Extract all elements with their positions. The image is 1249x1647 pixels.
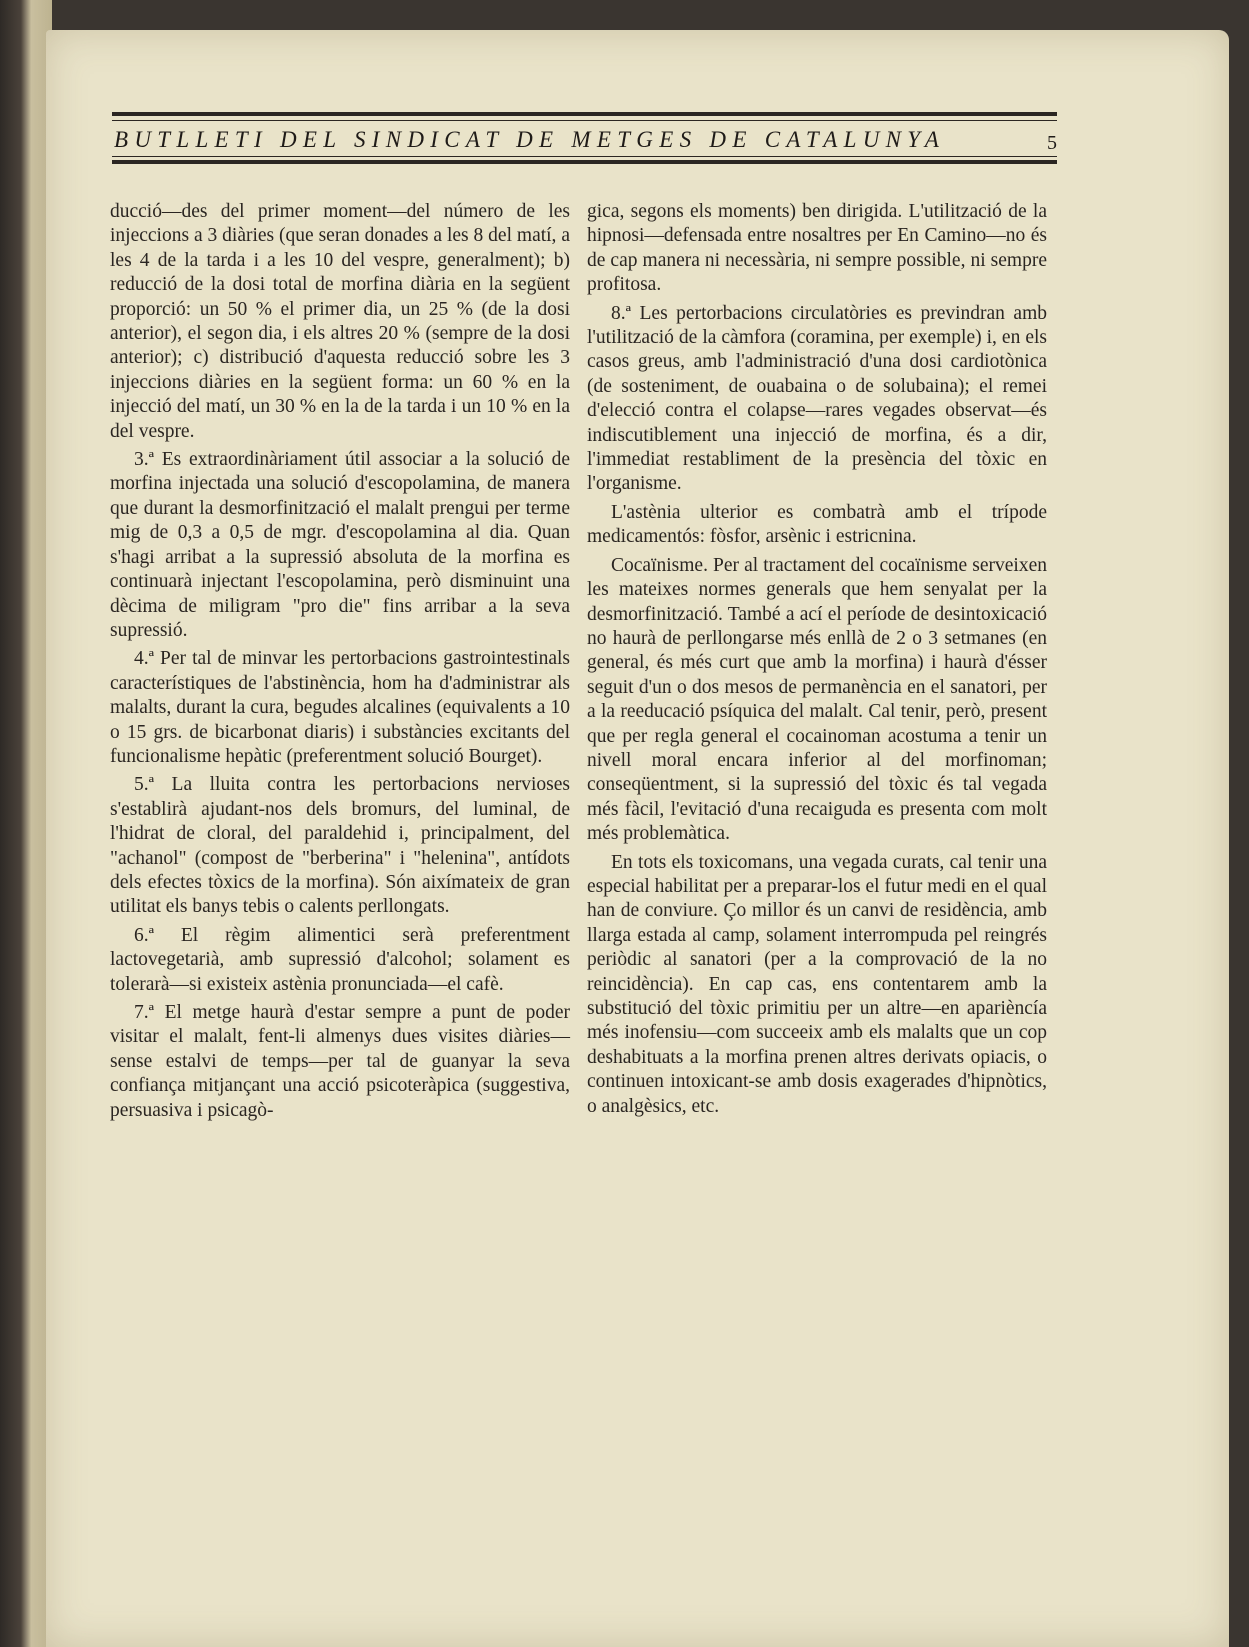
header-rule-top [112,112,1057,116]
journal-title: BUTLLETI DEL SINDICAT DE METGES DE CATALUNYA [114,127,946,152]
paragraph: 6.ª El règim alimentici serà preferentment lactovegetarià, amb supressió d'alcohol; solament es tolerarà—si existeix astènia pronunciada—el cafè. [110,924,570,995]
paragraph: L'astènia ulterior es combatrà amb el trípode medicamentós: fòsfor, arsènic i estricnina. [587,501,1047,548]
paragraph: 7.ª El metge haurà d'estar sempre a punt de poder visitar el malalt, fent-li almenys dues visites diàries—sense estalvi de temps—per tal de guanyar la seva confiança mitjançant una acció psicoteràpica (suggestiva, persuasiva i psicagò- [110,1002,570,1121]
header-rule-top-thin [112,120,1057,121]
running-header [112,112,1057,164]
paragraph: 8.ª Les pertorbacions circulatòries es previndran amb l'utilització de la càmfora (coramina, per exemple) i, en els casos greus, amb l'administració d'una dosi cardiotònica (de sosteniment, de ouabaina o de solubaina); el remei d'elecció contra el colapse—rares vegades observat—és indiscutiblement una injecció de morfina, és a dir, l'immediat restabliment de la presència del tòxic en l'organisme. [587,302,1047,495]
header-rule-bottom-thin [112,156,1057,157]
header-rule-bottom [112,160,1057,164]
paragraph: 4.ª Per tal de minvar les pertorbacions gastrointestinals característiques de l'abstinència, hom ha d'administrar als malalts, durant la cura, begudes alcalines (equivalents a 10 o 15 grs. de bicarbonat diaris) i substàncies excitants del funcionalisme hepàtic (preferentment solució Bourget). [110,648,570,767]
paragraph: 3.ª Es extraordinàriament útil associar a la solució de morfina injectada una solució d'escopolamina, de manera que durant la desmorfinització el malalt prengui per terme mig de 0,3 a 0,5 de mgr. d'escopolamina al dia. Quan s'hagi arribat a la supressió absoluta de la morfina es continuarà injectant l'escopolamina, però disminuint una dècima de miligram "pro die" fins arribar a la seva supressió. [110,449,570,641]
paragraph: ducció—des del primer moment—del número de les injeccions a 3 diàries (que seran donades a les 8 del matí, a les 4 de la tarda i a les 10 del vespre, generalment); b) reducció de la dosi total de morfina diària en la següent proporció: un 50 % el primer dia, un 25 % (de la dosi anterior), el segon dia, i els altres 20 % (sempre de la dosi anterior); c) distribució d'aquesta reducció sobre les 3 injeccions diàries en la següent forma: un 60 % en la injecció del matí, un 30 % en la de la tarda i un 10 % en la del vespre. [110,201,570,442]
paragraph: Cocaïnisme. Per al tractament del cocaïnisme serveixen les mateixes normes generals que hem senyalat per la desmorfinització. També a ací el període de desintoxicació no haurà de perllongarse més enllà de 2 o 3 setmanes (en general, és més curt que amb la morfina) i haurà d'ésser seguit d'un o dos mesos de permanència en el sanatori, per a la reeducació psíquica del malalt. Cal tenir, però, present que per regla general el cocainoman acostuma a tenir un nivell moral encara inferior al del morfinoman; conseqüentment, si la supressió del tòxic és tal vegada més fàcil, l'evitació d'una recaiguda es presenta com molt més problemàtica. [587,554,1047,845]
right-text-column [587,200,1047,1123]
paragraph: En tots els toxicomans, una vegada curats, cal tenir una especial habilitat per a preparar-los el futur medi en el qual han de conviure. Ço millor és un canvi de residència, amb llarga estada al camp, solament interrompuda pel reingrés periòdic al sanatori (per a la comprovació de la no reincidència). En cap cas, ens contentarem amb la substitució del tòxic primitiu per un altre—en aparièncía més inofensiu—com succeeix amb els malalts que un cop deshabituats a la morfina prenen altres derivats opiacis, o continuen intoxicant-se amb dosis exagerades d'hipnòtics, o analgèsics, etc. [587,851,1047,1117]
paragraph: 5.ª La lluita contra les pertorbacions nervioses s'establirà ajudant-nos dels bromurs, del luminal, de l'hidrat de cloral, del paraldehid i, principalment, del "achanol" (compost de "berberina" i "helenina", antídots dels efectes tòxics de la morfina). Són aixímateix de gran utilitat els banys tebis o calents perllongats. [110,774,570,918]
paragraph: gica, segons els moments) ben dirigida. L'utilització de la hipnosi—defensada entre nosaltres per En Camino—no és de cap manera ni necessària, ni sempre possible, ni sempre profitosa. [587,201,1047,296]
book-binding-edge [0,0,52,1647]
left-text-column [110,200,570,1127]
page-number: 5 [1047,132,1057,154]
